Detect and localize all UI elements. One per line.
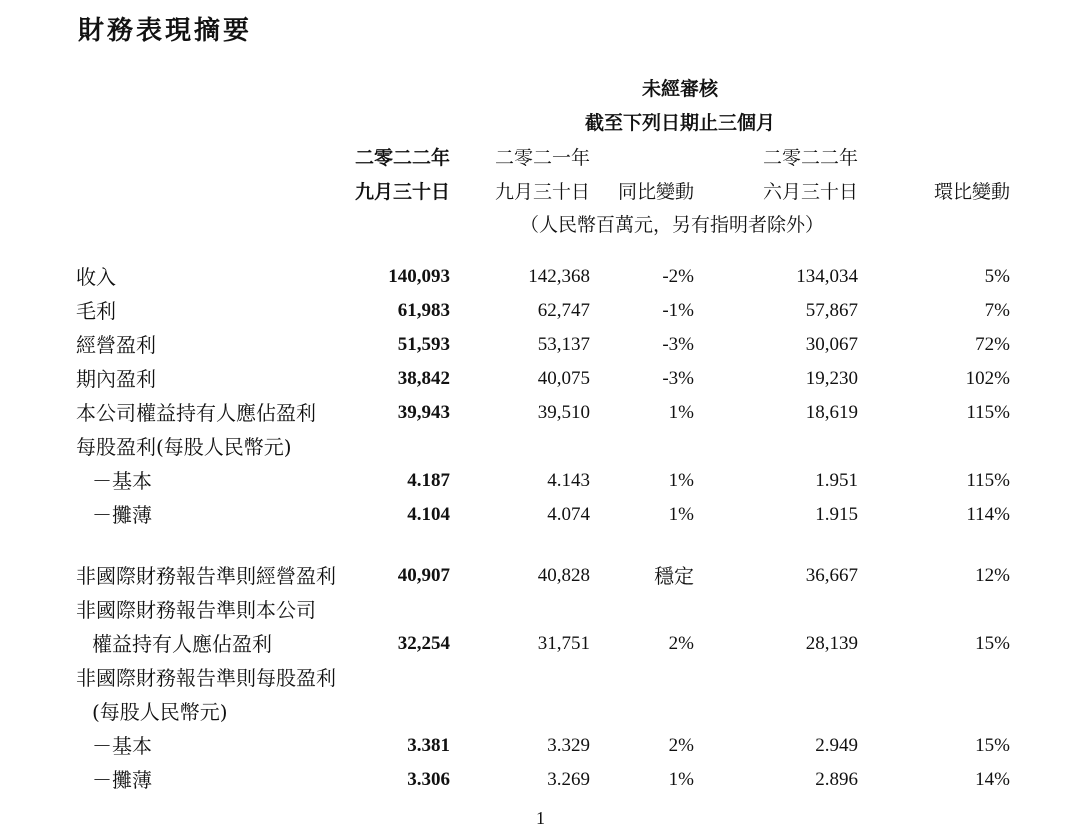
nonifrs-eps-basic-q3-2021: 3.329 bbox=[547, 735, 590, 756]
attributable-profit-q3-2022: 39,943 bbox=[397, 402, 450, 423]
period-profit-qoq: 102% bbox=[965, 368, 1010, 389]
attributable-profit-q3-2021: 39,510 bbox=[537, 402, 590, 423]
col2-header-line2: 九月三十日 bbox=[494, 181, 590, 203]
revenue-yoy: -2% bbox=[662, 266, 694, 287]
revenue-q3-2022: 140,093 bbox=[388, 266, 450, 287]
eps-diluted-q3-2021: 4.074 bbox=[547, 504, 590, 525]
nonifrs-eps-diluted-q3-2022: 3.306 bbox=[407, 769, 450, 790]
row-label-nonifrs-eps-basic: －基本 bbox=[92, 734, 152, 758]
period-header: 截至下列日期止三個月 bbox=[584, 112, 775, 134]
row-label-eps: 每股盈利(每股人民幣元) bbox=[76, 435, 292, 459]
nonifrs-eps-diluted-q3-2021: 3.269 bbox=[547, 769, 590, 790]
nonifrs-attributable-qoq: 15% bbox=[975, 633, 1010, 654]
nonifrs-operating-profit-q2-2022: 36,667 bbox=[805, 565, 858, 586]
eps-basic-yoy: 1% bbox=[668, 470, 694, 491]
nonifrs-operating-profit-qoq: 12% bbox=[975, 565, 1010, 586]
eps-diluted-yoy: 1% bbox=[668, 504, 694, 525]
operating-profit-yoy: -3% bbox=[662, 334, 694, 355]
page-title: 財務表現摘要 bbox=[78, 16, 253, 46]
col3-header: 同比變動 bbox=[617, 181, 694, 203]
operating-profit-qoq: 72% bbox=[975, 334, 1010, 355]
row-label-gross-profit: 毛利 bbox=[76, 299, 116, 323]
period-profit-q3-2021: 40,075 bbox=[537, 368, 590, 389]
row-label-eps-basic: －基本 bbox=[92, 469, 152, 493]
row-label-nonifrs-eps-diluted: －攤薄 bbox=[92, 768, 152, 792]
nonifrs-eps-basic-yoy: 2% bbox=[668, 735, 694, 756]
revenue-q3-2021: 142,368 bbox=[528, 266, 590, 287]
unit-note: （人民幣百萬元，另有指明者除外） bbox=[520, 214, 825, 236]
period-profit-q2-2022: 19,230 bbox=[805, 368, 858, 389]
operating-profit-q2-2022: 30,067 bbox=[805, 334, 858, 355]
gross-profit-yoy: -1% bbox=[662, 300, 694, 321]
nonifrs-operating-profit-q3-2021: 40,828 bbox=[537, 565, 590, 586]
gross-profit-q3-2022: 61,983 bbox=[397, 300, 450, 321]
col1-header-line1: 二零二二年 bbox=[354, 147, 450, 169]
operating-profit-q3-2021: 53,137 bbox=[537, 334, 590, 355]
nonifrs-eps-basic-qoq: 15% bbox=[975, 735, 1010, 756]
period-profit-q3-2022: 38,842 bbox=[397, 368, 450, 389]
eps-basic-qoq: 115% bbox=[966, 470, 1010, 491]
revenue-qoq: 5% bbox=[984, 266, 1010, 287]
row-label-nonifrs-eps-line1: 非國際財務報告準則每股盈利 bbox=[76, 666, 336, 690]
gross-profit-q2-2022: 57,867 bbox=[805, 300, 858, 321]
attributable-profit-yoy: 1% bbox=[668, 402, 694, 423]
period-profit-yoy: -3% bbox=[662, 368, 694, 389]
nonifrs-eps-diluted-q2-2022: 2.896 bbox=[815, 769, 858, 790]
eps-basic-q3-2021: 4.143 bbox=[547, 470, 590, 491]
nonifrs-attributable-q3-2022: 32,254 bbox=[397, 633, 450, 654]
col5-header: 環比變動 bbox=[933, 181, 1010, 203]
col2-header-line1: 二零二一年 bbox=[494, 147, 590, 169]
attributable-profit-q2-2022: 18,619 bbox=[805, 402, 858, 423]
row-label-nonifrs-eps-line2: (每股人民幣元) bbox=[92, 700, 228, 724]
unaudited-header: 未經審核 bbox=[641, 78, 718, 100]
row-label-revenue: 收入 bbox=[76, 265, 116, 289]
nonifrs-attributable-q2-2022: 28,139 bbox=[805, 633, 858, 654]
nonifrs-eps-diluted-qoq: 14% bbox=[975, 769, 1010, 790]
gross-profit-q3-2021: 62,747 bbox=[537, 300, 590, 321]
revenue-q2-2022: 134,034 bbox=[796, 266, 858, 287]
row-label-eps-diluted: －攤薄 bbox=[92, 503, 152, 527]
eps-diluted-q2-2022: 1.915 bbox=[815, 504, 858, 525]
row-label-period-profit: 期內盈利 bbox=[76, 367, 156, 391]
row-label-operating-profit: 經營盈利 bbox=[76, 333, 156, 357]
attributable-profit-qoq: 115% bbox=[966, 402, 1010, 423]
eps-basic-q2-2022: 1.951 bbox=[815, 470, 858, 491]
row-label-attributable-profit: 本公司權益持有人應佔盈利 bbox=[76, 401, 316, 425]
nonifrs-eps-diluted-yoy: 1% bbox=[668, 769, 694, 790]
col4-header-line1: 二零二二年 bbox=[762, 147, 858, 169]
row-label-nonifrs-attributable-line1: 非國際財務報告準則本公司 bbox=[76, 598, 316, 622]
eps-diluted-qoq: 114% bbox=[966, 504, 1010, 525]
nonifrs-attributable-yoy: 2% bbox=[668, 633, 694, 654]
nonifrs-attributable-q3-2021: 31,751 bbox=[537, 633, 590, 654]
gross-profit-qoq: 7% bbox=[984, 300, 1010, 321]
nonifrs-eps-basic-q2-2022: 2.949 bbox=[815, 735, 858, 756]
eps-basic-q3-2022: 4.187 bbox=[407, 470, 450, 491]
nonifrs-operating-profit-yoy: 穩定 bbox=[654, 564, 694, 588]
row-label-nonifrs-attributable-line2: 權益持有人應佔盈利 bbox=[92, 632, 272, 656]
operating-profit-q3-2022: 51,593 bbox=[397, 334, 450, 355]
col4-header-line2: 六月三十日 bbox=[762, 181, 858, 203]
page-number: 1 bbox=[536, 808, 545, 828]
eps-diluted-q3-2022: 4.104 bbox=[407, 504, 450, 525]
nonifrs-operating-profit-q3-2022: 40,907 bbox=[397, 565, 450, 586]
col1-header-line2: 九月三十日 bbox=[354, 181, 450, 203]
row-label-nonifrs-operating-profit: 非國際財務報告準則經營盈利 bbox=[76, 564, 336, 588]
nonifrs-eps-basic-q3-2022: 3.381 bbox=[407, 735, 450, 756]
